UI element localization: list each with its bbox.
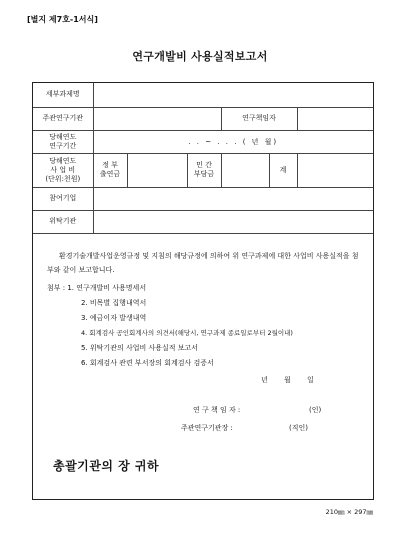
gov-label-line-1: 정 부 xyxy=(102,161,118,169)
attachment-item: 3. 예금이자 발생내역 xyxy=(81,314,147,322)
period-value[interactable]: . . ~ . . . ( 년 월) xyxy=(93,130,373,153)
pi-label: 연구책임자 xyxy=(221,107,297,130)
private-share-value[interactable] xyxy=(221,153,269,187)
addressee: 총괄기관의 장 귀하 xyxy=(53,459,160,473)
date-line: 년 월 일 xyxy=(261,376,314,384)
total-value[interactable] xyxy=(297,153,373,187)
subtask-name-value[interactable] xyxy=(93,83,373,107)
head-signature-label: 주관연구기관장 : xyxy=(181,424,233,432)
total-label: 계 xyxy=(269,153,297,187)
commissioned-institution-value[interactable] xyxy=(93,210,373,233)
lead-institution-value[interactable] xyxy=(93,107,221,130)
attachment-item: 4. 회계검사 공인회계사의 의견서(해당시, 연구과제 종료일로부터 2월이내) xyxy=(81,329,293,337)
period-label-line-2: 연구기간 xyxy=(49,141,77,150)
private-share-label xyxy=(187,153,221,187)
form-number: [별지 제7호-1서식] xyxy=(27,15,98,24)
attachment-item: 6. 회계검사 관련 부서장의 회계검사 검증서 xyxy=(81,359,214,367)
budget-label-line-1: 당해연도 xyxy=(49,156,77,165)
gov-label-line-2: 출연금 xyxy=(99,170,121,178)
pi-signature-label: 연 구 책 임 자 : xyxy=(193,406,241,414)
form-frame xyxy=(32,82,374,500)
period-label xyxy=(33,130,93,153)
commissioned-institution-label: 위탁기관 xyxy=(33,210,93,233)
participating-company-value[interactable] xyxy=(93,187,373,210)
subtask-name-label: 세부과제명 xyxy=(33,83,93,107)
budget-label-line-2: 사 업 비 xyxy=(50,165,76,174)
private-label-line-1: 민 간 xyxy=(196,161,212,169)
report-body xyxy=(33,249,373,277)
report-statement: 환경기술개발사업운영규정 및 지침의 해당규정에 의하여 위 연구과제에 대한 사업비 사용실적을 첨부와 같이 보고합니다. xyxy=(47,252,359,274)
pi-value[interactable] xyxy=(297,107,373,130)
lead-institution-label: 주관연구기관 xyxy=(33,107,93,130)
budget-label xyxy=(33,153,93,187)
attachment-heading: 첨부 : 1. 연구개발비 사용명세서 xyxy=(47,284,147,292)
budget-label-line-3: (단위:천원) xyxy=(45,174,81,183)
pi-seal: (인) xyxy=(309,406,322,414)
participating-company-label: 참여기업 xyxy=(33,187,93,210)
info-table xyxy=(33,83,373,234)
gov-contribution-value[interactable] xyxy=(127,153,187,187)
period-label-line-1: 당해연도 xyxy=(49,132,77,141)
attachment-item: 2. 비목별 집행내역서 xyxy=(81,299,147,307)
document-title: 연구개발비 사용실적보고서 xyxy=(132,50,268,63)
paper-size: 210㎜ × 297㎜ xyxy=(325,508,373,516)
head-seal: (직인) xyxy=(289,424,308,432)
private-label-line-2: 부담금 xyxy=(193,170,215,178)
attachment-item: 5. 위탁기관의 사업비 사용실적 보고서 xyxy=(81,344,199,352)
gov-contribution-label xyxy=(93,153,127,187)
